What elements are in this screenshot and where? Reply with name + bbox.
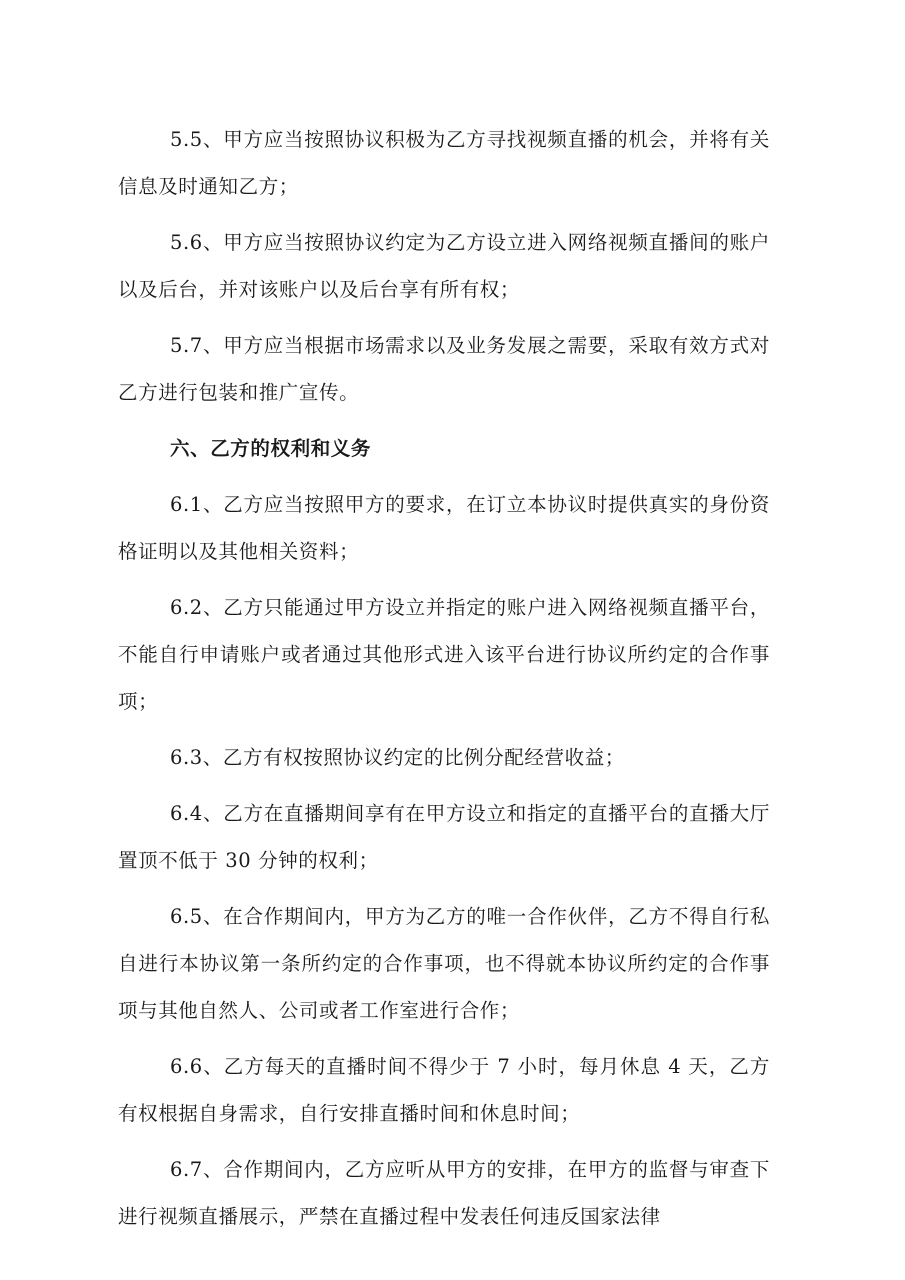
clause-5-6: 5.6、甲方应当按照协议约定为乙方设立进入网络视频直播间的账户以及后台，并对该账户以及后台享有所有权； [118,231,770,301]
clause-6-3: 6.3、乙方有权按照协议约定的比例分配经营收益； [170,746,625,769]
clause-5-7: 5.7、甲方应当根据市场需求以及业务发展之需要，采取有效方式对乙方进行包装和推广宣传。 [118,334,770,404]
clause-6-7: 6.7、合作期间内，乙方应听从甲方的安排，在甲方的监督与审查下进行视频直播展示，严禁在直播过程中发表任何违反国家法律 [118,1158,770,1228]
clause-6-2: 6.2、乙方只能通过甲方设立并指定的账户进入网络视频直播平台，不能自行申请账户或者通过其他形式进入该平台进行协议所约定的合作事项； [118,596,770,713]
clause-6-6: 6.6、乙方每天的直播时间不得少于 7 小时，每月休息 4 天，乙方有权根据自身需求，自行安排直播时间和休息时间； [118,1055,770,1125]
clause-6-5: 6.5、在合作期间内，甲方为乙方的唯一合作伙伴，乙方不得自行私自进行本协议第一条所约定的合作事项，也不得就本协议所约定的合作事项与其他自然人、公司或者工作室进行合作； [118,905,770,1022]
clause-6-1: 6.1、乙方应当按照甲方的要求，在订立本协议时提供真实的身份资格证明以及其他相关资料； [118,493,770,563]
clause-6-4: 6.4、乙方在直播期间享有在甲方设立和指定的直播平台的直播大厅置顶不低于 30 分钟的权利； [118,802,770,872]
document-body [118,116,770,1249]
clause-5-5: 5.5、甲方应当按照协议积极为乙方寻找视频直播的机会，并将有关信息及时通知乙方； [118,128,770,198]
section-heading-6: 六、乙方的权利和义务 [170,437,372,460]
